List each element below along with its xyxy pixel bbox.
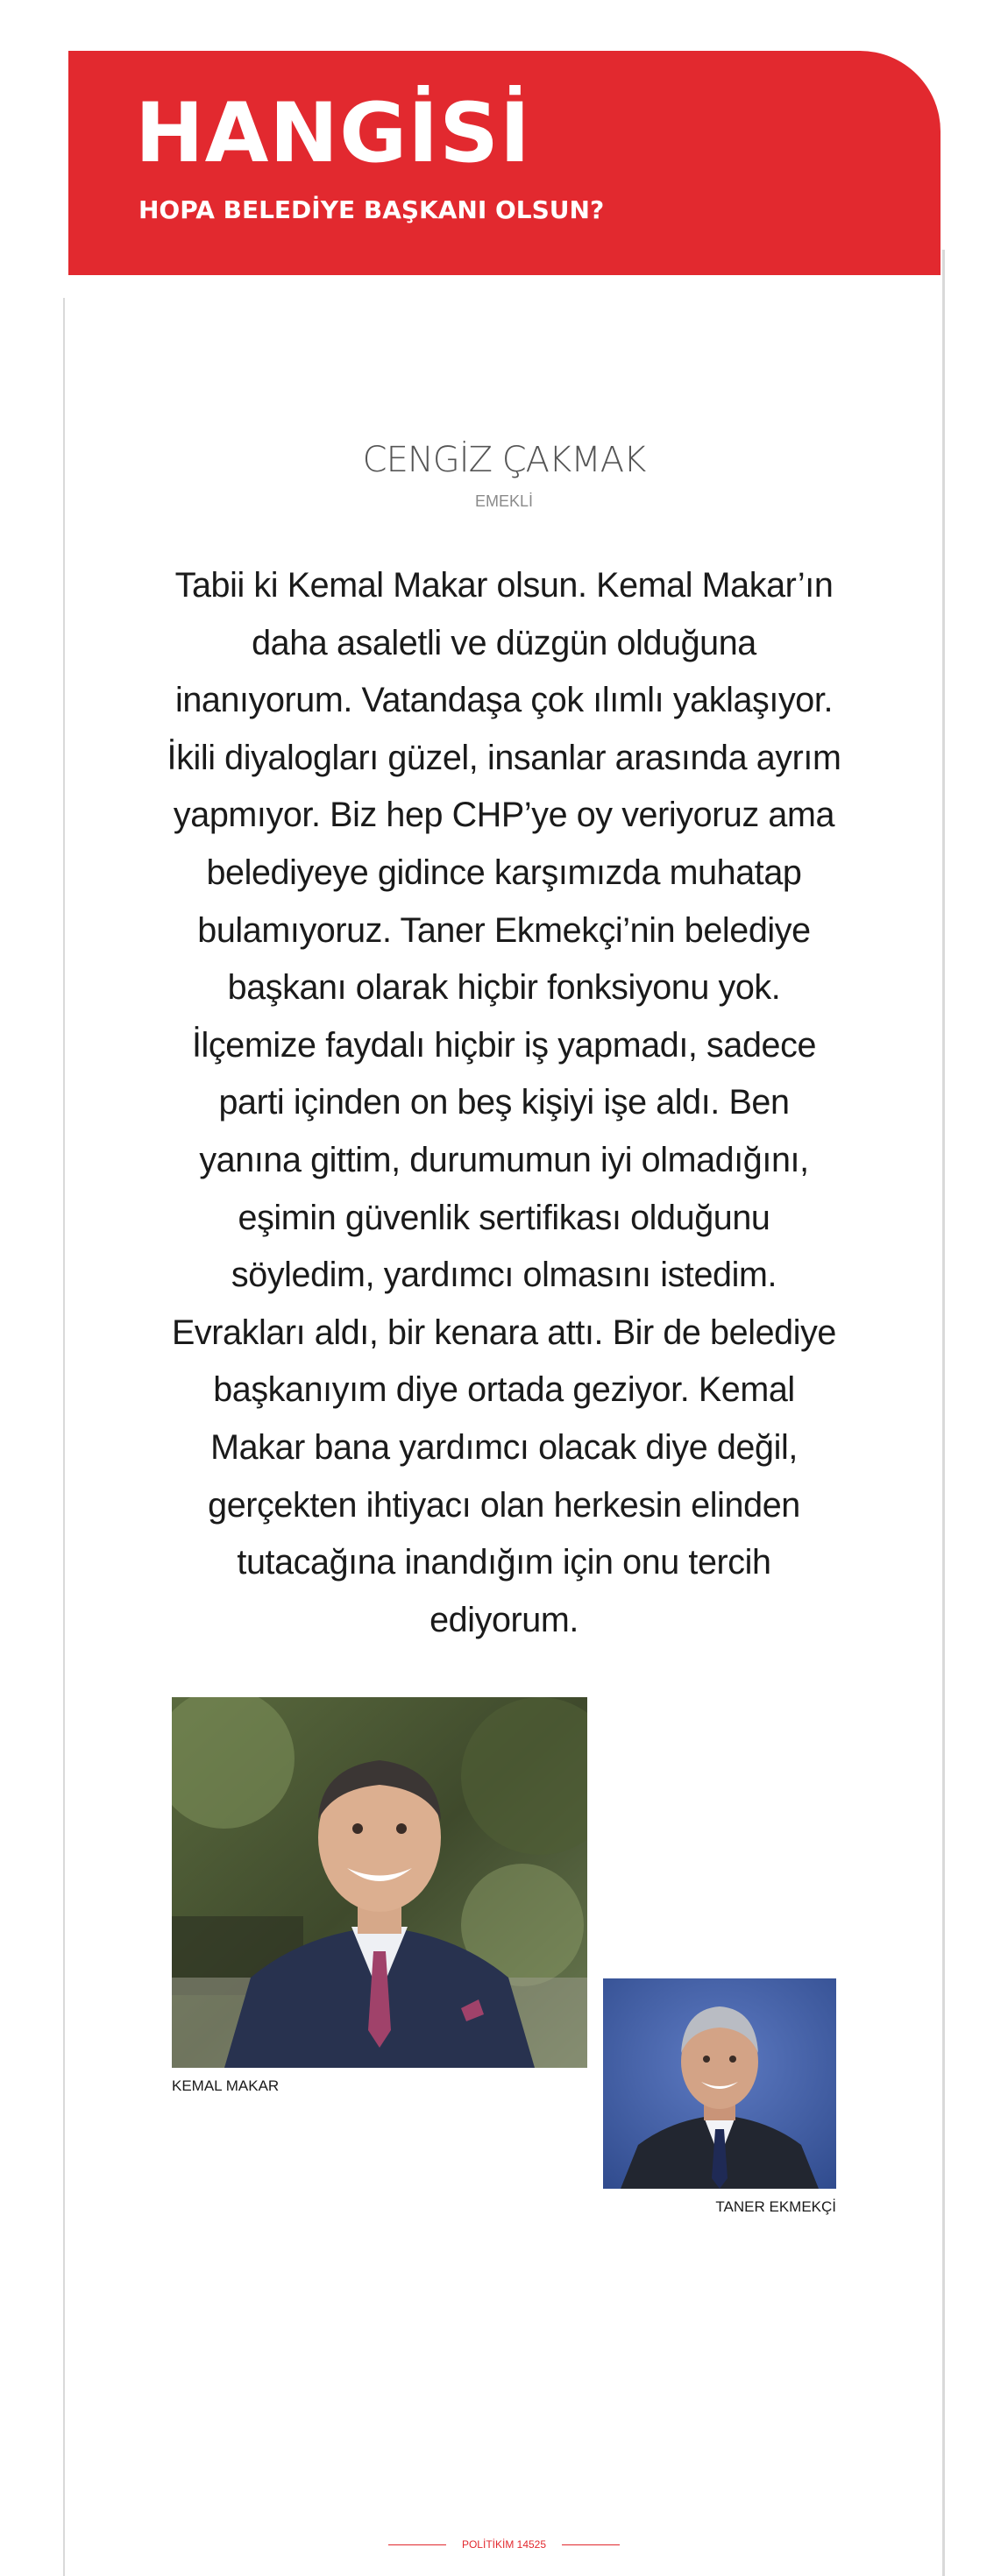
footer-rule-right (562, 2544, 620, 2545)
caption-taner-ekmekci: TANER EKMEKÇİ (715, 2198, 836, 2215)
page-title: HANGİSİ (135, 86, 531, 181)
frame-right-rule (942, 250, 945, 2576)
page-subtitle: HOPA BELEDİYE BAŞKANI OLSUN? (138, 195, 605, 224)
header-banner (68, 51, 941, 275)
footer-page-label: POLİTİKİM 14525 (461, 2538, 547, 2551)
interviewee-role: EMEKLİ (474, 492, 534, 510)
interview-quote: Tabii ki Kemal Makar olsun. Kemal Makar’ın daha asaletli ve düzgün olduğuna inanıyorum. Vatandaşa çok ılımlı yaklaşıyor. İkili diyalogları güzel, insanlar arasında ayrım yapmıyor. Biz hep CHP’ye oy veriyoruz ama belediyeye gidince karşımızda muhatap bulamıyoruz. Taner Ekmekçi’nin belediye başkanı olarak hiçbir fonksiyonu yok. İlçemize faydalı hiçbir iş yapmadı, sadece parti içinden on beş kişiyi işe aldı. Ben yanına gittim, durumumun iyi olmadığını, eşimin güvenlik sertifikası olduğunu söyledim, yardımcı olmasını istedim. Evrakları aldı, bir kenara attı. Bir de belediye başkanıyım diye ortada geziyor. Kemal Makar bana yardımcı olacak diye değil, gerçekten ihtiyacı olan herkesin elinden tutacağına inandığım için onu tercih ediyorum. (167, 566, 841, 1639)
caption-kemal-makar: KEMAL MAKAR (172, 2077, 280, 2094)
candidate-photo-taner-ekmekci (603, 1978, 836, 2189)
frame-left-rule (63, 298, 65, 2576)
footer-rule-left (388, 2544, 446, 2545)
taner-ekmekci-portrait (603, 1978, 836, 2189)
kemal-makar-portrait (172, 1697, 587, 2068)
interviewee-name: CENGİZ ÇAKMAK (362, 440, 646, 480)
page-footer (0, 2539, 1008, 2550)
candidate-photo-kemal-makar (172, 1697, 587, 2068)
